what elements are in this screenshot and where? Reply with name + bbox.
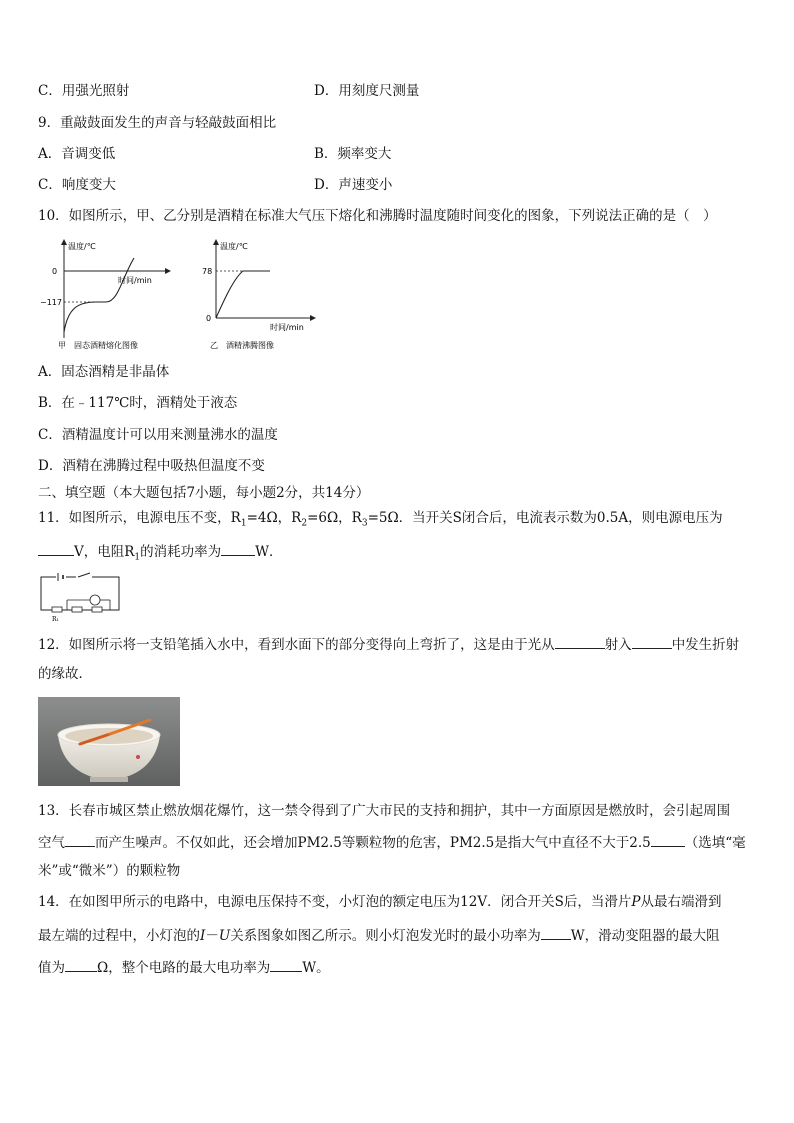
- q11-line2: V，电阻$R_1$的消耗功率为 W．: [38, 541, 283, 567]
- q8-option-d: D．用刻度尺测量: [314, 83, 420, 99]
- q11-line1: 11．如图所示，电源电压不变，$R_1=4\Omega$，$R_2=6\Omega$，$R_3=5\Omega$．当开关S闭合后，电流表示数为0.5A，则电源电压为: [38, 510, 723, 529]
- ammeter-icon: [90, 595, 100, 605]
- melting-xlabel: 时间/min: [118, 276, 152, 285]
- resistor-r2: [72, 607, 82, 612]
- q10-option-b: B．在﹣117℃时，酒精处于液态: [38, 395, 238, 411]
- melting-ylabel: 温度/℃: [68, 242, 96, 251]
- q10-option-a: A．固态酒精是非晶体: [38, 364, 170, 380]
- q8-option-c: C．用强光照射: [38, 83, 130, 99]
- melting-graph-figure: [38, 238, 173, 353]
- answer-blank[interactable]: [221, 541, 255, 556]
- boiling-curve: [216, 271, 270, 318]
- q13-line3: 米”或“微米”）的颗粒物: [38, 863, 181, 879]
- melting-curve: [64, 258, 134, 332]
- boiling-graph-figure: [198, 238, 318, 353]
- q10-option-c: C．酒精温度计可以用来测量沸水的温度: [38, 427, 278, 443]
- boiling-ylabel: 温度/℃: [220, 242, 248, 251]
- answer-blank[interactable]: [65, 957, 97, 972]
- answer-blank[interactable]: [632, 634, 672, 649]
- q14-line3: 值为 Ω，整个电路的最大电功率为 W。: [38, 957, 330, 977]
- boiling-tick-zero: 0: [206, 314, 212, 323]
- answer-blank[interactable]: [65, 832, 95, 847]
- q9-option-a: A．音调变低: [38, 146, 116, 162]
- circuit-figure: [38, 572, 123, 623]
- q10-stem: 10．如图所示，甲、乙分别是酒精在标准大气压下熔化和沸腾时温度随时间变化的图象，下列说法正确的是（ ）: [38, 208, 717, 224]
- melting-tick-zero: 0: [52, 267, 58, 276]
- pencil-bowl-photo: [38, 697, 180, 786]
- boiling-caption: 乙 酒精沸腾图像: [210, 341, 274, 350]
- resistor-r1: [52, 607, 62, 612]
- melting-tick-value: −117: [40, 298, 62, 307]
- q13-line2: 空气 而产生噪声。不仅如此，还会增加PM2.5等颗粒物的危害，PM2.5是指大气中直径不大于2.5 （选填“毫: [38, 832, 746, 852]
- q13-line1: 13．长春市城区禁止燃放烟花爆竹，这一禁令得到了广大市民的支持和拥护，其中一方面原因是燃放时，会引起周围: [38, 803, 731, 819]
- q9-stem: 9．重敲鼓面发生的声音与轻敲鼓面相比: [38, 115, 277, 131]
- svg-text:R₁: R₁: [52, 616, 59, 623]
- q14-line1: 14．在如图甲所示的电路中，电源电压保持不变，小灯泡的额定电压为12V．闭合开关S后，当滑片P从最右端滑到: [38, 894, 722, 910]
- answer-blank[interactable]: [555, 634, 605, 649]
- q9-option-b: B．频率变大: [314, 146, 392, 162]
- q10-option-d: D．酒精在沸腾过程中吸热但温度不变: [38, 458, 265, 474]
- q12-line2: 的缘故．: [38, 666, 92, 682]
- answer-blank[interactable]: [541, 925, 571, 940]
- melting-caption: 甲 固态酒精熔化图像: [58, 341, 138, 350]
- boiling-tick-value: 78: [202, 267, 213, 276]
- answer-blank[interactable]: [270, 957, 302, 972]
- q14-line2: 最左端的过程中，小灯泡的I－U关系图象如图乙所示。则小灯泡发光时的最小功率为 W，滑动变阻器的最大阻: [38, 925, 720, 945]
- resistor-r3: [92, 607, 102, 612]
- answer-blank[interactable]: [651, 832, 685, 847]
- q12-line1: 12．如图所示将一支铅笔插入水中，看到水面下的部分变得向上弯折了，这是由于光从 射入 中发生折射: [38, 634, 739, 654]
- boiling-xlabel: 时间/min: [270, 323, 304, 332]
- answer-blank[interactable]: [38, 541, 74, 556]
- q9-option-c: C．响度变大: [38, 177, 116, 193]
- circuit-wire: [41, 577, 119, 610]
- section-title: 二、填空题（本大题包括7小题，每小题2分，共14分）: [38, 485, 370, 501]
- q9-option-d: D．声速变小: [314, 177, 393, 193]
